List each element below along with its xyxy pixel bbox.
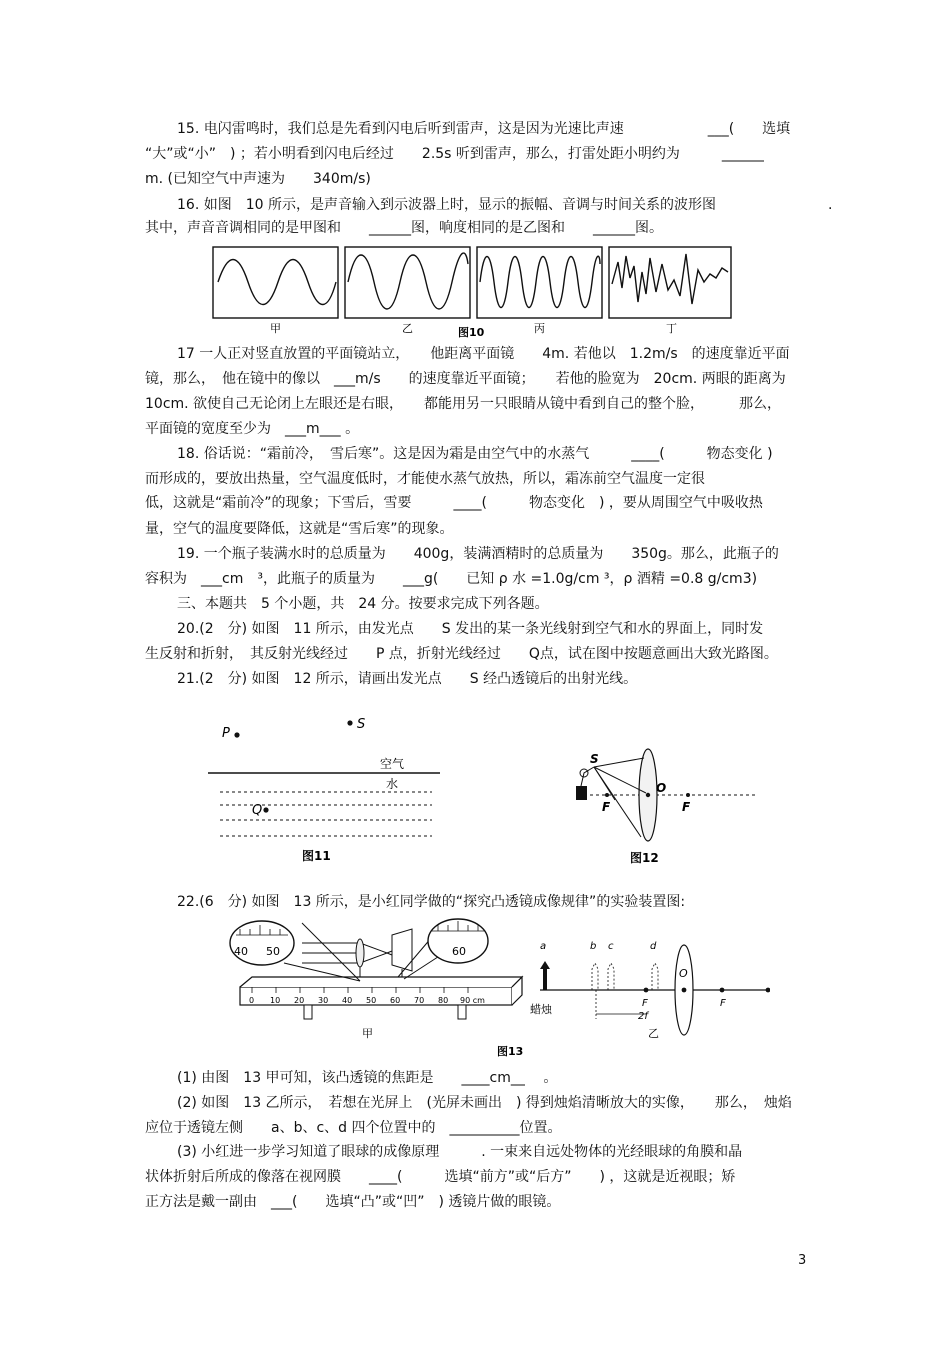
ruler-50: 50 <box>366 996 377 1005</box>
fig12-label-F-right: F <box>682 800 691 814</box>
q19-line2: 容积为 ___cm ³，此瓶子的质量为 ___g( 已知 ρ 水 =1.0g/cm ³，ρ 酒精 =0.8 g/cm3) <box>145 571 758 587</box>
q17-line4: 平面镜的宽度至少为 ___m___ 。 <box>145 421 360 437</box>
mag-right-60: 60 <box>452 945 466 958</box>
q21-line: 21.(2 分) 如图 12 所示，请画出发光点 S 经凸透镜后的出射光线。 <box>177 671 638 687</box>
fig11-label-water: 水 <box>386 777 399 791</box>
q18-line1: 18. 俗话说：“霜前冷， 雪后寒”。这是因为霜是由空气中的水蒸气 ____( 物态变化 ) <box>177 446 773 462</box>
figure-12 <box>560 745 760 870</box>
q22-line: 22.(6 分) 如图 13 所示，是小红同学做的“探究凸透镜成像规律”的实验装置图: <box>177 894 686 910</box>
figure-10-waveforms <box>210 244 735 342</box>
ruler-60: 60 <box>390 996 401 1005</box>
q22-2-line2: 应位于透镜左侧 a、b、c、d 四个位置中的 __________位置。 <box>145 1120 562 1136</box>
fig13-caption: 图13 <box>497 1045 524 1058</box>
figure-11 <box>200 710 450 870</box>
point-c: c <box>608 941 614 952</box>
ruler-30: 30 <box>318 996 329 1005</box>
fig13-label-F-left: F <box>642 998 648 1009</box>
ruler-70: 70 <box>414 996 425 1005</box>
fig10-label-bing: 丙 <box>534 322 545 335</box>
q18-line3: 低，这就是“霜前冷”的现象；下雪后，雪要 ____( 物态变化 ) ，要从周围空气中吸收热 <box>145 495 763 511</box>
q22-3-line1: (3) 小红进一步学习知道了眼球的成像原理 . 一束来自远处物体的光经眼球的角膜和晶 <box>177 1144 743 1160</box>
figure-13 <box>222 915 770 1065</box>
q19-line1: 19. 一个瓶子装满水时的总质量为 400g，装满酒精时的总质量为 350g。那么，此瓶子的 <box>177 546 779 562</box>
q17-line1: 17 一人正对竖直放置的平面镜站立， 他距离平面镜 4m. 若他以 1.2m/s 的速度靠近平面 <box>177 346 790 362</box>
q20-line2: 生反射和折射， 其反射光线经过 P 点，折射光线经过 Q点，试在图中按题意画出大致光路图。 <box>145 646 778 662</box>
mag-left-50: 50 <box>266 945 280 958</box>
fig13-label-yi: 乙 <box>648 1027 659 1040</box>
page-number: 3 <box>798 1253 807 1268</box>
q22-3-line2: 状体折射后所成的像落在视网膜 ____( 选填“前方”或“后方” ) ，这就是近视眼；矫 <box>145 1169 736 1185</box>
fig10-label-jia: 甲 <box>270 322 281 335</box>
fig12-label-O: O <box>656 781 667 795</box>
q18-line2: 而形成的，要放出热量，空气温度低时，才能使水蒸气放热，所以，霜冻前空气温度一定很 <box>145 471 705 487</box>
q22-3-line3: 正方法是戴一副由 ___( 选填“凸”或“凹” ) 透镜片做的眼镜。 <box>145 1194 561 1210</box>
fig12-label-S: S <box>590 752 599 766</box>
fig13-label-F-right: F <box>720 998 726 1009</box>
q15-line1: 15. 电闪雷鸣时，我们总是先看到闪电后听到雷声，这是因为光速比声速 ___( 选填 <box>177 121 791 137</box>
fig11-label-P: P <box>222 726 230 741</box>
fig10-label-yi: 乙 <box>402 322 413 335</box>
section-3-heading: 三、本题共 5 个小题，共 24 分。按要求完成下列各题。 <box>177 596 549 612</box>
q17-line2: 镜，那么， 他在镜中的像以 ___m/s 的速度靠近平面镜； 若他的脸宽为 20cm. 两眼的距离为 <box>145 371 786 387</box>
mag-left-40: 40 <box>234 945 248 958</box>
fig13-label-O: O <box>679 967 688 980</box>
q20-line1: 20.(2 分) 如图 11 所示，由发光点 S 发出的某一条光线射到空气和水的界面上，同时发 <box>177 621 764 637</box>
candle-label: 蜡烛 <box>530 1003 552 1016</box>
ruler-0: 0 <box>249 996 255 1005</box>
point-b: b <box>590 941 597 952</box>
ruler-40: 40 <box>342 996 353 1005</box>
point-d: d <box>650 941 657 952</box>
q17-line3: 10cm. 欲使自己无论闭上左眼还是右眼， 都能用另一只眼睛从镜中看到自己的整个脸， 那么， <box>145 396 782 412</box>
q16-line2: 其中，声音音调相同的是甲图和 ______图，响度相同的是乙图和 ______图。 <box>145 220 663 236</box>
q22-1-line: (1) 由图 13 甲可知，该凸透镜的焦距是 ____cm__ 。 <box>177 1070 558 1086</box>
q16-line1: 16. 如图 10 所示，是声音输入到示波器上时，显示的振幅、音调与时间关系的波形图 . <box>177 197 833 213</box>
fig11-caption: 图11 <box>302 849 331 863</box>
fig12-label-F-left: F <box>602 800 611 814</box>
fig13-label-2f: 2f <box>638 1011 648 1022</box>
candle-a: a <box>540 941 547 952</box>
q15-line3: m. (已知空气中声速为 340m/s) <box>145 171 371 187</box>
q18-line4: 量，空气的温度要降低，这就是“雪后寒”的现象。 <box>145 521 454 537</box>
fig10-caption: 图10 <box>458 326 485 339</box>
fig11-label-S: S <box>357 717 366 732</box>
ruler-10: 10 <box>270 996 281 1005</box>
ruler-20: 20 <box>294 996 305 1005</box>
q15-line2: “大”或“小” ) ；若小明看到闪电后经过 2.5s 听到雷声，那么，打雷处距小明约为 ______ <box>145 146 764 162</box>
q22-2-line1: (2) 如图 13 乙所示， 若想在光屏上 (光屏未画出 ) 得到烛焰清晰放大的实像， 那么， 烛焰 <box>177 1095 792 1111</box>
fig11-label-Q: Q <box>252 803 263 818</box>
fig10-label-ding: 丁 <box>666 322 677 335</box>
ruler-80: 80 <box>438 996 449 1005</box>
ruler-90: 90 cm <box>460 996 485 1005</box>
fig13-label-jia: 甲 <box>362 1027 373 1040</box>
fig12-caption: 图12 <box>630 851 659 865</box>
fig11-label-air: 空气 <box>380 757 405 771</box>
